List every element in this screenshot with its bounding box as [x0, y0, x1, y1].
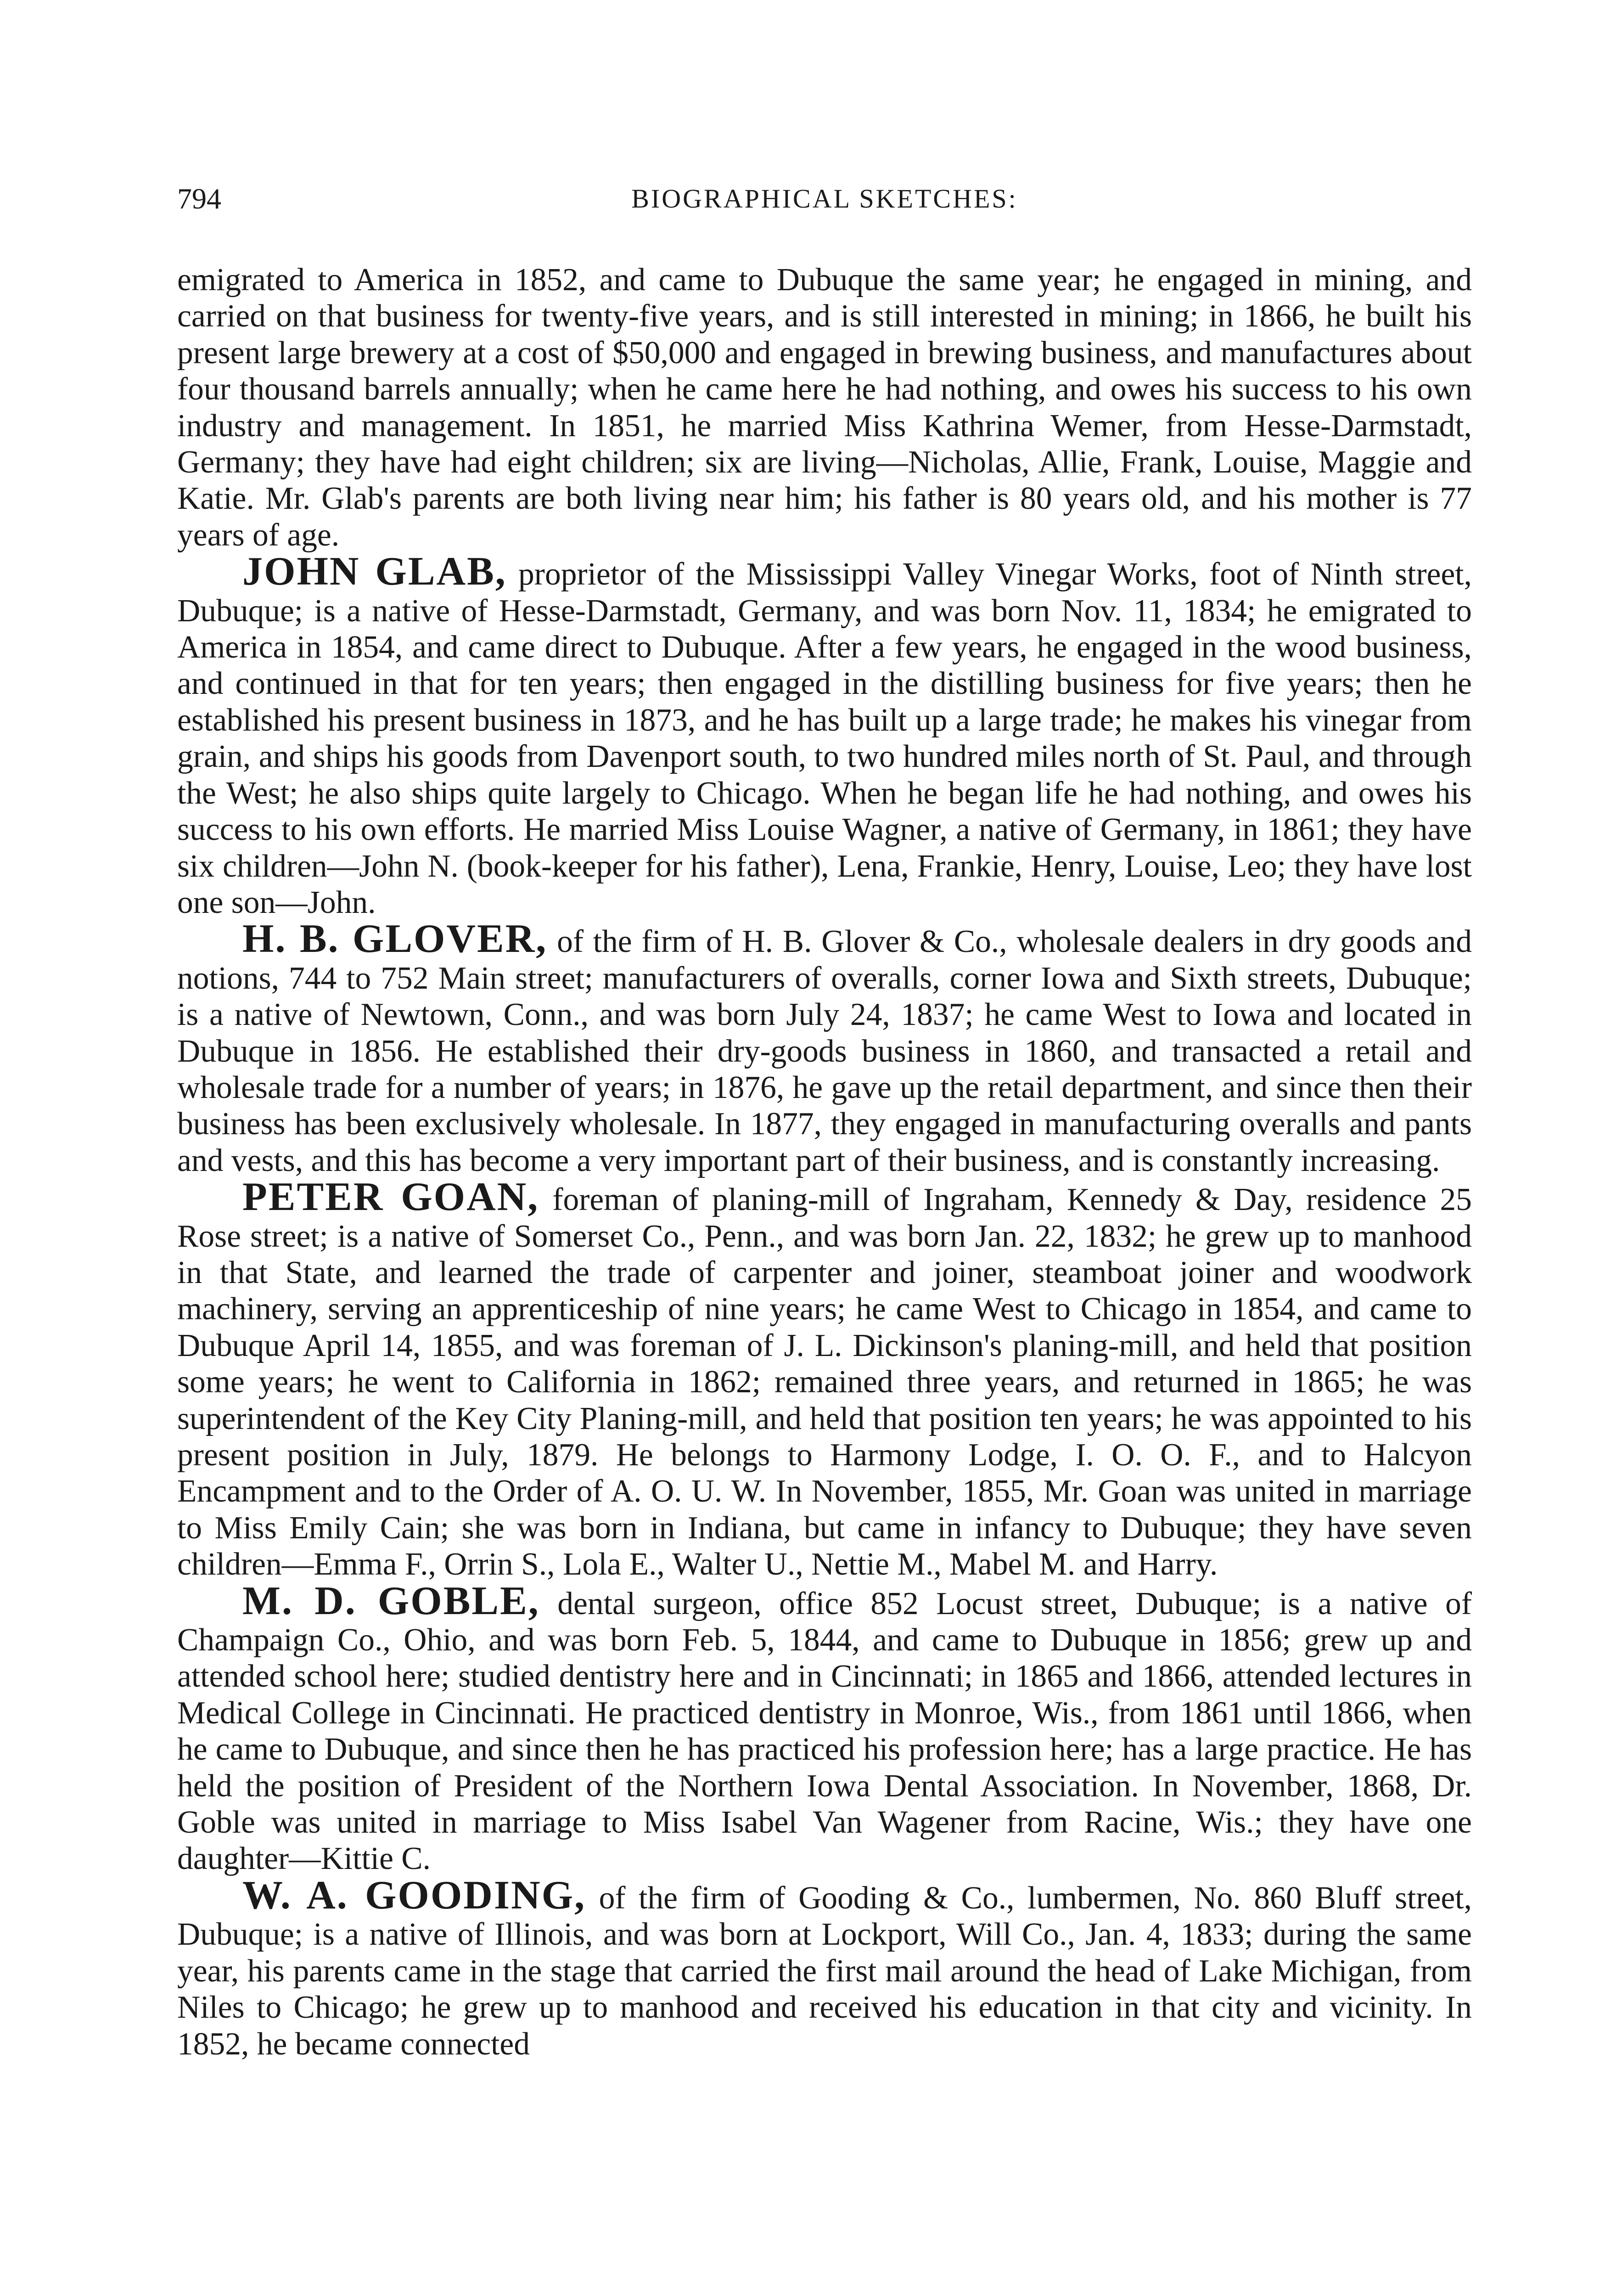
sketch-continued [177, 262, 1472, 553]
sketch-m-d-goble [177, 1578, 1472, 1877]
page-header [177, 177, 1472, 220]
sketch-peter-goan [177, 1175, 1472, 1582]
entry-text: of the firm of H. B. Glover & Co., wholesale dealers in dry goods and notions, 744 to 752 Main street; manufacturers of overalls, corner Iowa and Sixth streets, Dubuque; is a native of Newtown, Conn., and was born July 24, 1837; he came West to Iowa and located in Dubuque in 1856. He established their dry-goods business in 1860, and transacted a retail and wholesale trade for a number of years; in 1876, he gave up the retail department, and since then their business has been exclusively wholesale. In 1877, they engaged in manufacturing overalls and pants and vests, and this has become a very important part of their business, and is constantly increasing. [177, 924, 1472, 1178]
entry-name: JOHN GLAB, [242, 549, 507, 594]
sketch-w-a-gooding [177, 1873, 1472, 2062]
entry-text: dental surgeon, office 852 Locust street, Dubuque; is a native of Champaign Co., Ohio, and was born Feb. 5, 1844, and came to Dubuque in 1856; grew up and attended school here; studied dentistry here and in Cincinnati; in 1865 and 1866, attended lectures in Medical College in Cincinnati. He practiced dentistry in Monroe, Wis., from 1861 until 1866, when he came to Dubuque, and since then he has practiced his profession here; has a large practice. He has held the position of President of the Northern Iowa Dental Association. In November, 1868, Dr. Goble was united in marriage to Miss Isabel Van Wagener from Racine, Wis.; they have one daughter—Kittie C. [177, 1586, 1472, 1877]
page-number: 794 [177, 182, 221, 215]
entry-text: emigrated to America in 1852, and came to Dubuque the same year; he engaged in mining, and carried on that business for twenty-five years, and is still interested in mining; in 1866, he built his present large brewery at a cost of $50,000 and engaged in brewing business, and manufactures about four thousand barrels annually; when he came here he had nothing, and owes his success to his own industry and management. In 1851, he married Miss Kathrina Wemer, from Hesse-Darmstadt, Germany; they have had eight children; six are living—Nicholas, Allie, Frank, Louise, Maggie and Katie. Mr. Glab's parents are both living near him; his father is 80 years old, and his mother is 77 years of age. [177, 262, 1472, 553]
entry-name: H. B. GLOVER, [242, 917, 548, 962]
entry-name: PETER GOAN, [242, 1175, 539, 1220]
entry-text: proprietor of the Mississippi Valley Vinegar Works, foot of Ninth street, Dubuque; is a native of Hesse-Darmstadt, Germany, and was born Nov. 11, 1834; he emigrated to America in 1854, and came direct to Dubuque. After a few years, he engaged in the wood business, and continued in that for ten years; then engaged in the distilling business for five years; then he established his present business in 1873, and he has built up a large trade; he makes his vinegar from grain, and ships his goods from Davenport south, to two hundred miles north of St. Paul, and through the West; he also ships quite largely to Chicago. When he began life he had nothing, and owes his success to his own efforts. He married Miss Louise Wagner, a native of Germany, in 1861; they have six children—John N. (book-keeper for his father), Lena, Frankie, Henry, Louise, Leo; they have lost one son—John. [177, 557, 1472, 920]
entry-name: M. D. GOBLE, [242, 1578, 540, 1623]
sketch-john-glab [177, 549, 1472, 921]
entry-text: of the firm of Gooding & Co., lumbermen, No. 860 Bluff street, Dubuque; is a native of Illinois, and was born at Lockport, Will Co., Jan. 4, 1833; during the same year, his parents came in the stage that carried the first mail around the head of Lake Michigan, from Niles to Chicago; he grew up to manhood and received his education in that city and vicinity. In 1852, he became connected [177, 1880, 1472, 2062]
entry-text: foreman of planing-mill of Ingraham, Kennedy & Day, residence 25 Rose street; is a native of Somerset Co., Penn., and was born Jan. 22, 1832; he grew up to manhood in that State, and learned the trade of carpenter and joiner, steamboat joiner and woodwork machinery, serving an apprenticeship of nine years; he came West to Chicago in 1854, and came to Dubuque April 14, 1855, and was foreman of J. L. Dickinson's planing-mill, and held that position some years; he went to California in 1862; remained three years, and returned in 1865; he was superintendent of the Key City Planing-mill, and held that position ten years; he was appointed to his present position in July, 1879. He belongs to Harmony Lodge, I. O. O. F., and to Halcyon Encampment and to the Order of A. O. U. W. In November, 1855, Mr. Goan was united in marriage to Miss Emily Cain; she was born in Indiana, but came in infancy to Dubuque; they have seven children—Emma F., Orrin S., Lola E., Walter U., Nettie M., Mabel M. and Harry. [177, 1182, 1472, 1582]
entry-name: W. A. GOODING, [242, 1873, 586, 1918]
running-title: BIOGRAPHICAL SKETCHES: [631, 184, 1018, 214]
body-text [177, 262, 1472, 2062]
sketch-h-b-glover [177, 917, 1472, 1179]
